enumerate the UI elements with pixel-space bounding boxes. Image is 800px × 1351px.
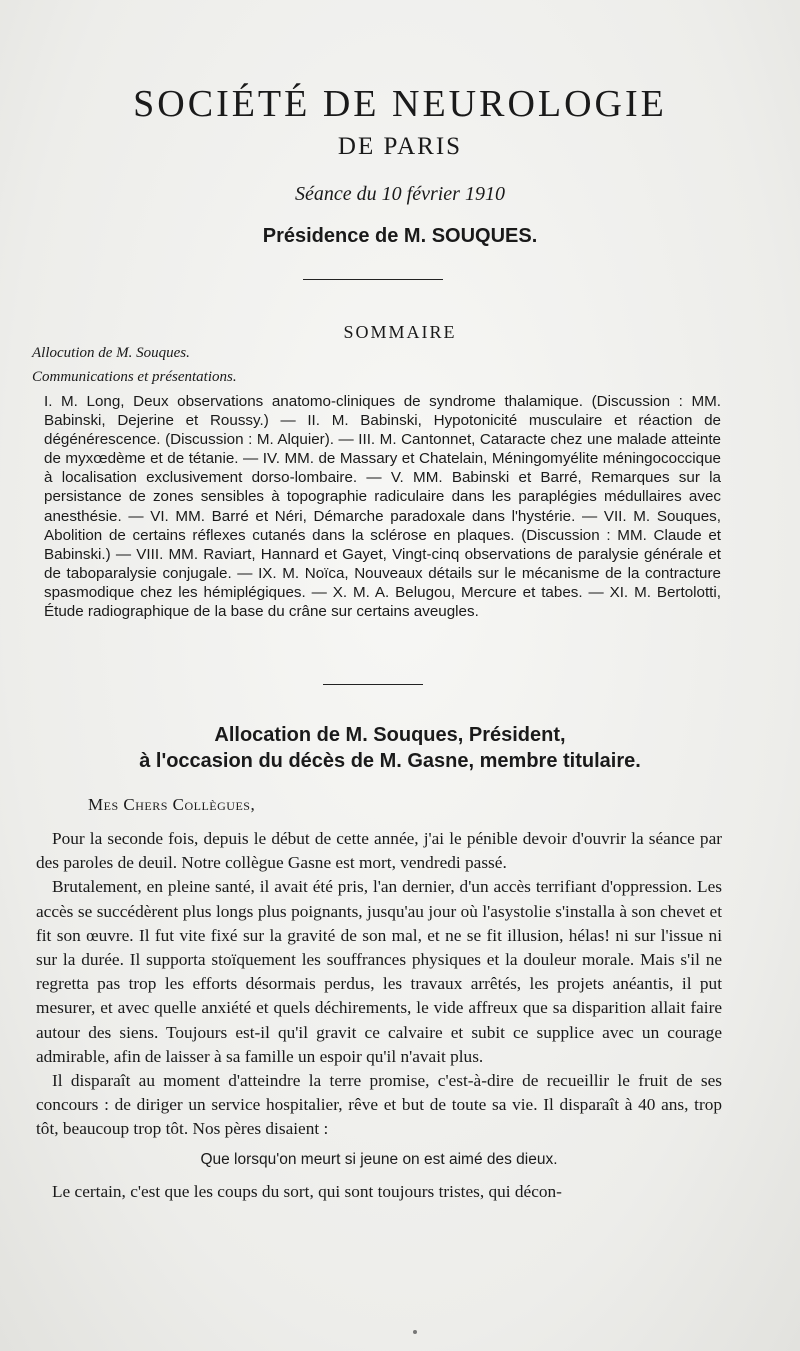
summary-body: I. M. Long, Deux observations anatomo-cliniques de syndrome thalamique. (Discussion : MM. Babinski, Dejerine et Roussy.) — II. M. Babinski, Hypotonicité musculaire et réaction de dégénérescence. (Discussion : M. Alquier). — III. M. Cantonnet, Cataracte chez une malade atteinte de myxœdème et de tétanie. — IV. MM. de Massary et Chatelain, Méningomyélite méningococcique à localisation exclusivement dorso-lombaire. — V. MM. Babinski et Barré, Remarques sur la persistance de zones sensibles à topographie radiculaire dans les paraplégies médullaires avec anesthésie. — VI. MM. Barré et Néri, Démarche paradoxale dans l'hystérie. — VII. M. Souques, Abolition de certains réflexes cutanés dans la sclérose en plaques. (Discussion : MM. Claude et Babinski.) — VIII. MM. Raviart, Hannard et Gayet, Vingt-cinq observations de paralysie générale et de taboparalysie conjugale. — IX. M. Noïca, Nouveaux détails sur le mécanisme de la contracture spasmodique chez les hémiplégiques. — X. M. A. Belugou, Mercure et tabes. — XI. M. Bertolotti, Étude radiographique de la base du crâne sur certains aveugles. [44, 393, 721, 621]
salutation: Mes Chers Collègues, [88, 795, 256, 814]
paragraph: Il disparaît au moment d'atteindre la terre promise, c'est-à-dire de recueillir le fruit de ses concours : de diriger un service hospitalier, rêve et but de toute sa vie. Il disparaît à 40 ans, trop tôt, beaucoup trop tôt. Nos pères disaient : [36, 1071, 722, 1139]
paragraph: Brutalement, en pleine santé, il avait été pris, l'an dernier, d'un accès terrifiant d'oppression. Les accès se succédèrent plus longs plus poignants, jusqu'au jour où l'asystolie s'installa à son chevet et fit son œuvre. Il fut vite fixé sur la gravité de son mal, et ne se fit illusion, hélas! ni sur l'issue ni sur la durée. Il supporta stoïquement les souffrances physiques et la douleur morale. Mais s'il ne regretta pas trop les efforts désormais perdus, les travaux arrêtés, les projets anéantis, il put mesurer, et avec quelle anxiété et quels déchirements, le vide affreux que sa disparition allait faire autour des siens. Toujours est-il qu'il gravit ce calvaire et subit ce supplice avec un courage admirable, afin de laisser à sa famille un espoir qu'il n'avait plus. [36, 877, 722, 1066]
page-mark [413, 1330, 417, 1334]
verse-quote: Que lorsqu'on meurt si jeune on est aimé des dieux. [200, 1150, 558, 1168]
divider-rule [303, 279, 443, 280]
allocution-title-line2: à l'occasion du décès de M. Gasne, membre titulaire. [139, 750, 641, 772]
presidency-line: Présidence de M. SOUQUES. [262, 225, 538, 247]
allocution-title [60, 722, 720, 774]
paragraph: Pour la seconde fois, depuis le début de cette année, j'ai le pénible devoir d'ouvrir la séance par des paroles de deuil. Notre collègue Gasne est mort, vendredi passé. [36, 829, 722, 873]
summary-allocution-line: Allocution de M. Souques. [32, 345, 190, 361]
allocution-title-line1: Allocation de M. Souques, Président, [214, 724, 566, 746]
paragraph: Le certain, c'est que les coups du sort, qui sont toujours tristes, qui décon- [52, 1181, 562, 1201]
summary-communications-line: Communications et présentations. [32, 369, 237, 385]
session-date: Séance du 10 février 1910 [295, 183, 505, 205]
society-title: SOCIÉTÉ DE NEUROLOGIE [133, 83, 667, 125]
summary-heading: SOMMAIRE [343, 322, 457, 342]
society-subtitle: DE PARIS [337, 133, 463, 160]
allocution-body [36, 827, 722, 1204]
divider-rule [323, 684, 423, 685]
